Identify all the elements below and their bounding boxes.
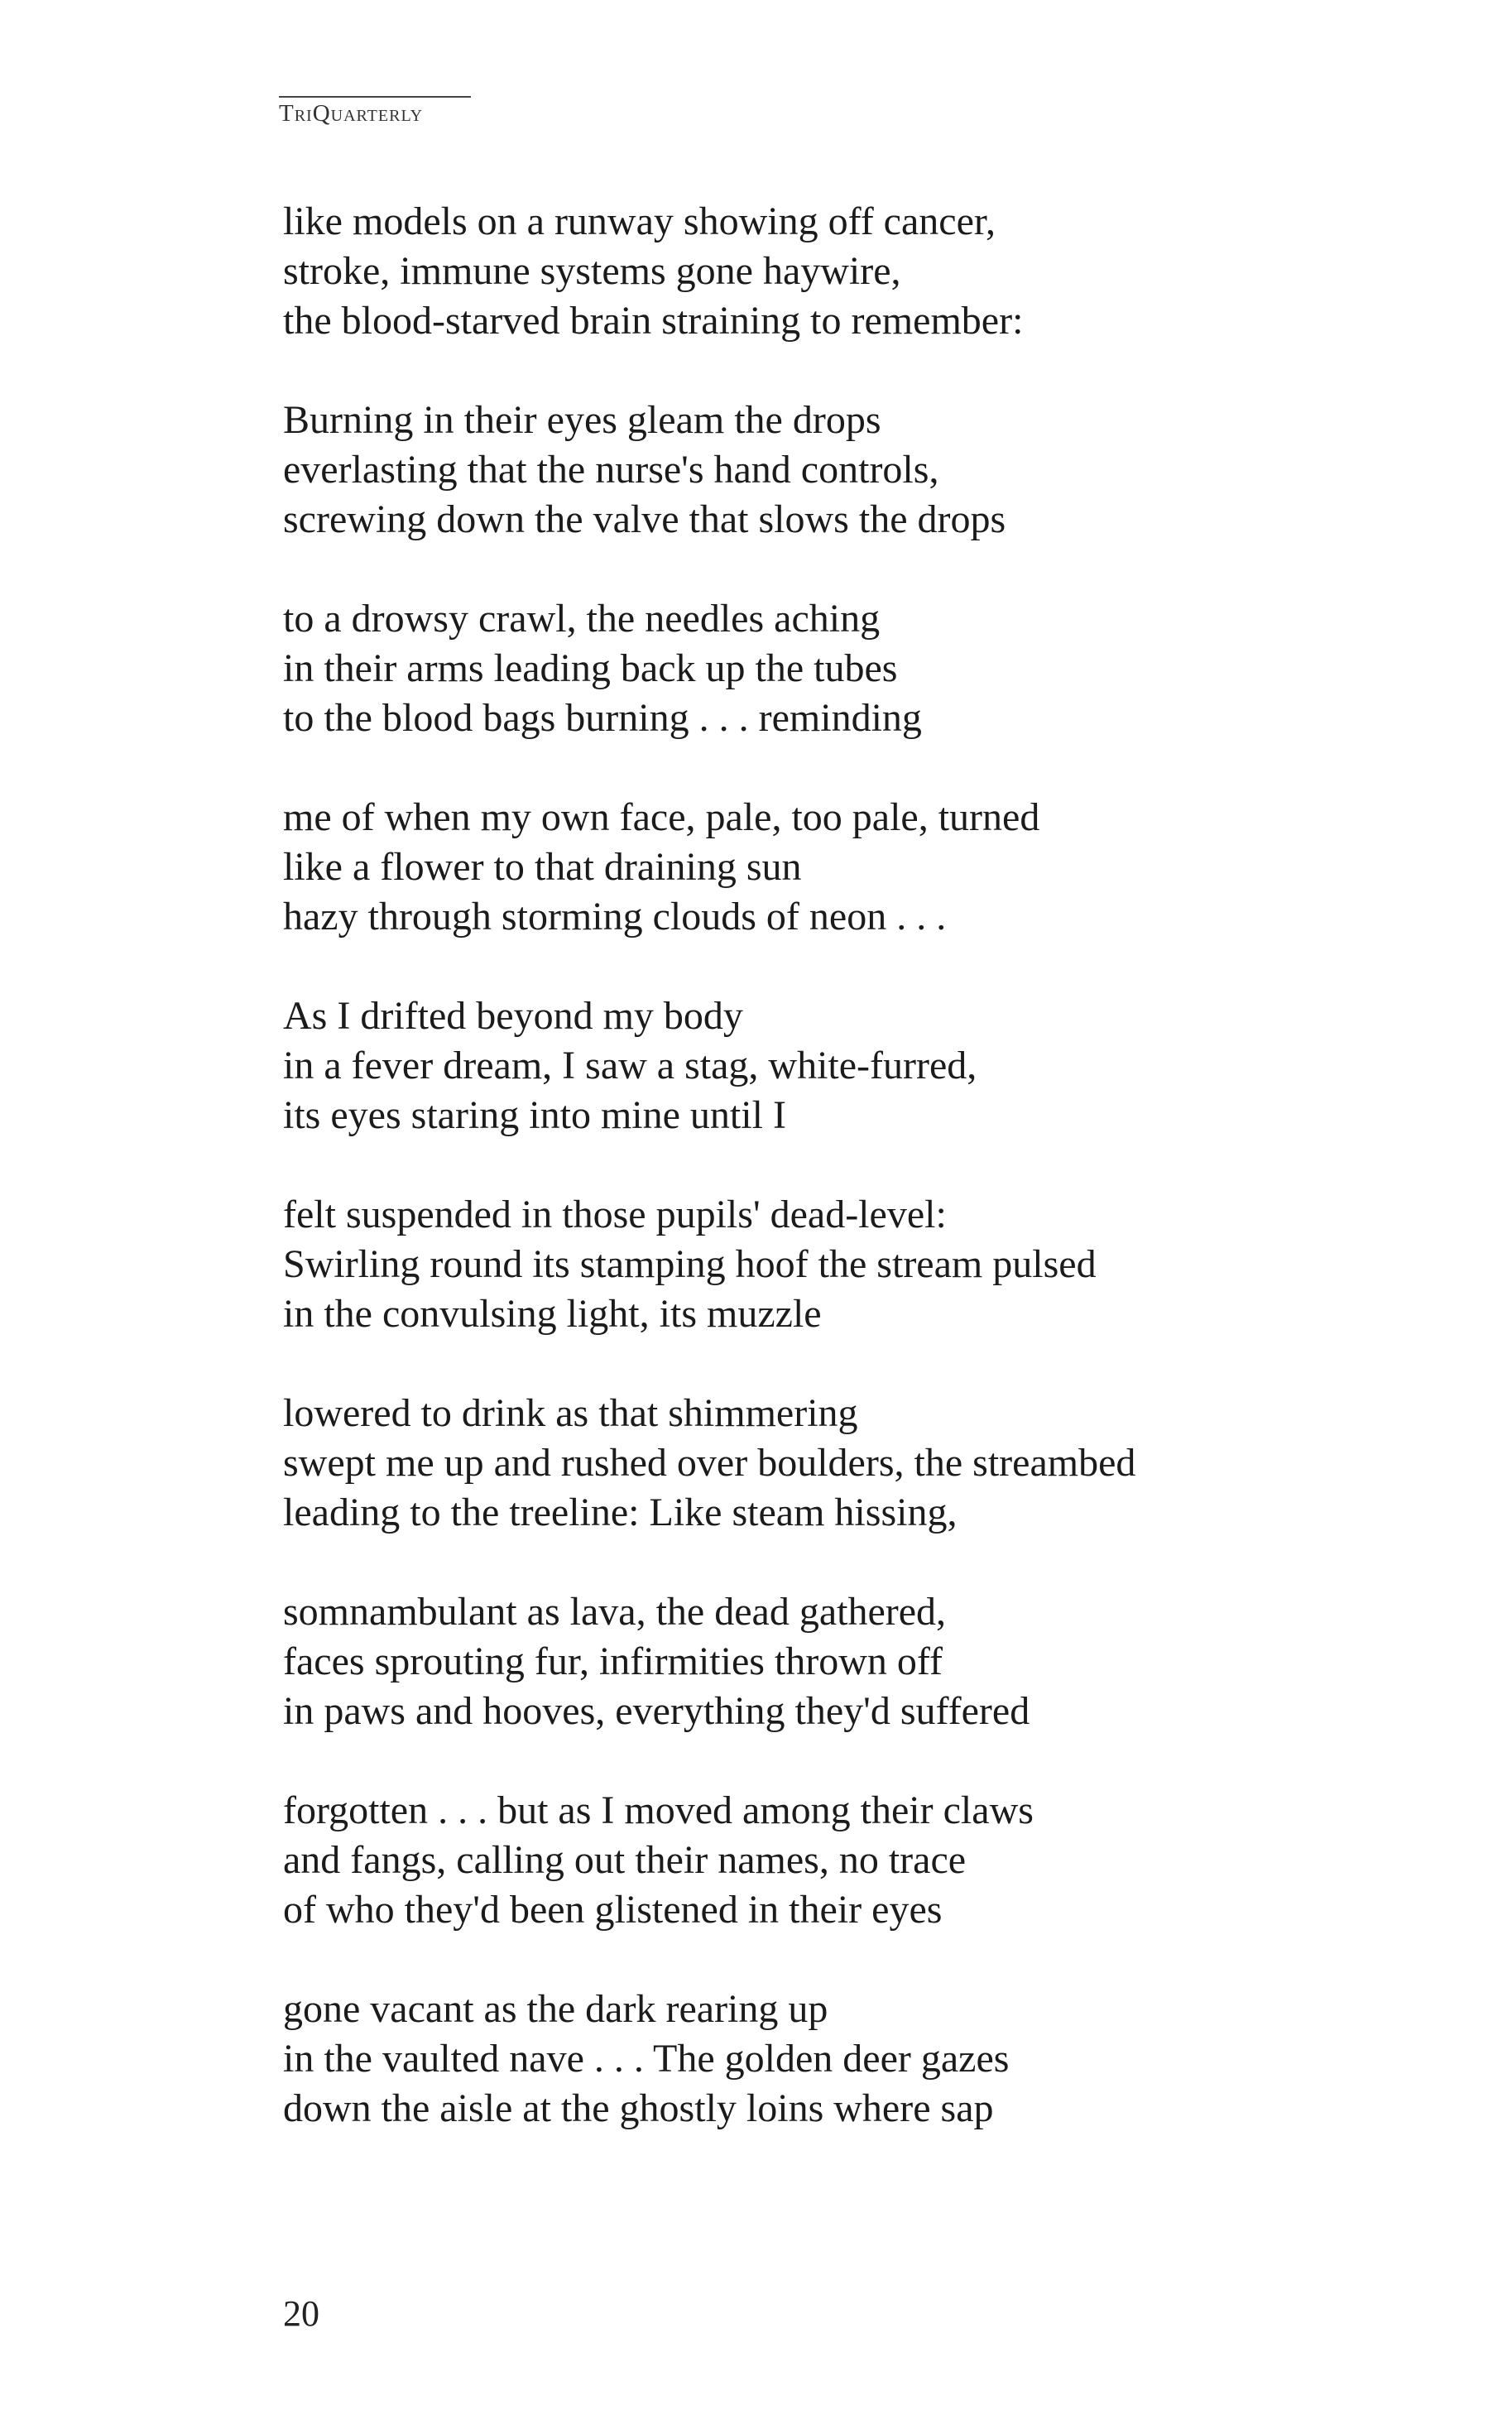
poem-line: Swirling round its stamping hoof the stream pulsed	[283, 1242, 1097, 1286]
stanza	[283, 197, 1326, 346]
poem-line: everlasting that the nurse's hand controls,	[283, 448, 939, 492]
poem-line: As I drifted beyond my body	[283, 994, 743, 1038]
poem-line: faces sprouting fur, infirmities thrown off	[283, 1639, 943, 1683]
poem-line: and fangs, calling out their names, no trace	[283, 1838, 967, 1882]
poem-line: down the aisle at the ghostly loins where sap	[283, 2086, 994, 2130]
poem-line: lowered to drink as that shimmering	[283, 1391, 858, 1435]
running-head: TriQuarterly	[279, 100, 424, 127]
stanza	[283, 1985, 1326, 2134]
stanza	[283, 1389, 1326, 1538]
poem-line: stroke, immune systems gone haywire,	[283, 249, 901, 293]
poem-line: its eyes staring into mine until I	[283, 1093, 786, 1137]
poem-line: in a fever dream, I saw a stag, white-furred,	[283, 1044, 977, 1087]
poem-line: leading to the treeline: Like steam hissing,	[283, 1491, 958, 1534]
poem-line: the blood-starved brain straining to remember:	[283, 299, 1024, 343]
stanza	[283, 1786, 1326, 1935]
poem-line: to the blood bags burning . . . reminding	[283, 696, 922, 740]
poem-line: gone vacant as the dark rearing up	[283, 1987, 828, 2031]
poem-line: me of when my own face, pale, too pale, turned	[283, 795, 1040, 839]
poem-line: to a drowsy crawl, the needles aching	[283, 597, 881, 641]
poem-line: forgotten . . . but as I moved among their claws	[283, 1788, 1034, 1832]
poem-line: screwing down the valve that slows the drops	[283, 497, 1006, 541]
poem-line: in paws and hooves, everything they'd suffered	[283, 1689, 1030, 1733]
poem-line: hazy through storming clouds of neon . . .	[283, 895, 947, 938]
poem-line: in the convulsing light, its muzzle	[283, 1292, 822, 1336]
poem-line: in the vaulted nave . . . The golden deer gazes	[283, 2037, 1010, 2081]
page-number: 20	[283, 2293, 319, 2334]
poem-line: like models on a runway showing off cancer,	[283, 199, 996, 243]
poem-line: of who they'd been glistened in their eyes	[283, 1888, 943, 1932]
stanza	[283, 594, 1326, 743]
poem-body	[283, 197, 1326, 2183]
running-head-rule	[279, 96, 471, 98]
poem-line: swept me up and rushed over boulders, the streambed	[283, 1441, 1136, 1485]
poem-line: felt suspended in those pupils' dead-level:	[283, 1193, 947, 1236]
stanza	[283, 1587, 1326, 1736]
poem-line: Burning in their eyes gleam the drops	[283, 398, 881, 442]
stanza	[283, 991, 1326, 1140]
stanza	[283, 1190, 1326, 1339]
poem-line: somnambulant as lava, the dead gathered,	[283, 1590, 947, 1634]
poem-line: like a flower to that draining sun	[283, 845, 802, 889]
stanza	[283, 793, 1326, 942]
poem-line: in their arms leading back up the tubes	[283, 646, 898, 690]
stanza	[283, 396, 1326, 545]
